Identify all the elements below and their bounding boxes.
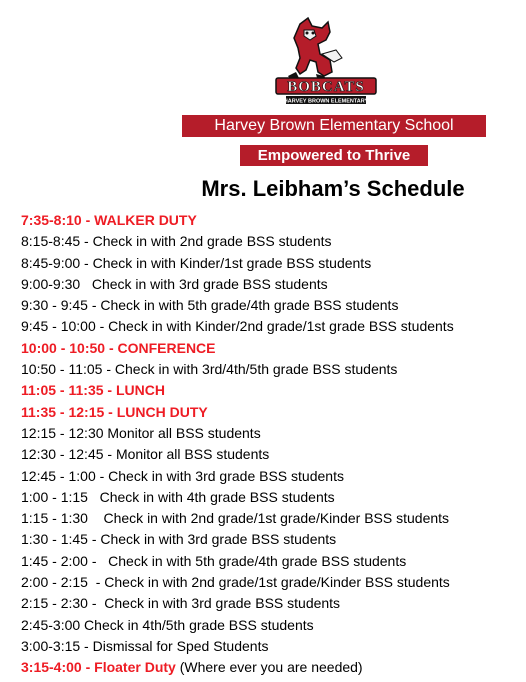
schedule-entry-text: 9:45 - 10:00 - Check in with Kinder/2nd grade/1st grade BSS students: [21, 318, 454, 335]
schedule-entry-text: 3:15-4:00 - Floater Duty: [21, 659, 176, 676]
schedule-entry-text: 10:00 - 10:50 - CONFERENCE: [21, 339, 216, 356]
schedule-row: [21, 295, 521, 316]
schedule-entry-text: 3:00-3:15 - Dismissal for Sped Students: [21, 637, 269, 654]
schedule-row: [21, 423, 521, 444]
schedule-row: [21, 466, 521, 487]
schedule-entry-text: 10:50 - 11:05 - Check in with 3rd/4th/5th grade BSS students: [21, 361, 398, 378]
schedule-row: [21, 359, 521, 380]
schedule-row: [21, 274, 521, 295]
schedule-row: [21, 253, 521, 274]
school-name-banner: Harvey Brown Elementary School: [182, 115, 486, 137]
bobcats-logo: [270, 14, 382, 106]
schedule-entry-text: 11:35 - 12:15 - LUNCH DUTY: [21, 403, 208, 420]
page-title: Mrs. Leibham’s Schedule: [201, 176, 465, 201]
logo-subtext: HARVEY BROWN ELEMENTARY: [283, 98, 369, 105]
schedule-entry-text: 2:45-3:00 Check in 4th/5th grade BSS students: [21, 616, 314, 633]
schedule-row: [21, 593, 521, 614]
schedule-entry-text: 1:30 - 1:45 - Check in with 3rd grade BSS students: [21, 531, 337, 548]
schedule-row: [21, 615, 521, 636]
schedule-entry-text: 1:00 - 1:15 Check in with 4th grade BSS students: [21, 488, 335, 505]
schedule-entry-text: 2:00 - 2:15 - Check in with 2nd grade/1st grade/Kinder BSS students: [21, 574, 450, 591]
schedule-entry-text: 9:00-9:30 Check in with 3rd grade BSS students: [21, 275, 328, 292]
tagline-banner: Empowered to Thrive: [240, 145, 428, 166]
schedule-entry-text: 7:35-8:10 - WALKER DUTY: [21, 212, 197, 228]
schedule-duty-row: [21, 402, 521, 423]
schedule-duty-row: [21, 380, 521, 401]
schedule-entry-note: (Where ever you are needed): [175, 659, 363, 676]
schedule-entry-text: 8:15-8:45 - Check in with 2nd grade BSS students: [21, 233, 332, 250]
schedule-duty-row: [21, 657, 521, 678]
schedule-row: [21, 551, 521, 572]
schedule-entry-text: 11:05 - 11:35 - LUNCH: [21, 382, 165, 399]
schedule-entry-text: 8:45-9:00 - Check in with Kinder/1st grade BSS students: [21, 254, 372, 271]
schedule-list: [21, 210, 521, 679]
schedule-duty-row: [21, 210, 521, 231]
schedule-row: [21, 444, 521, 465]
schedule-entry-text: 12:15 - 12:30 Monitor all BSS students: [21, 424, 261, 441]
schedule-row: [21, 316, 521, 337]
schedule-row: [21, 231, 521, 252]
schedule-entry-text: 1:45 - 2:00 - Check in with 5th grade/4th grade BSS students: [21, 552, 407, 569]
schedule-row: [21, 529, 521, 550]
schedule-entry-text: 12:30 - 12:45 - Monitor all BSS students: [21, 446, 270, 463]
schedule-row: [21, 508, 521, 529]
schedule-duty-row: [21, 338, 521, 359]
schedule-row: [21, 487, 521, 508]
logo-wordmark: BOBCATS: [287, 79, 365, 95]
schedule-row: [21, 636, 521, 657]
schedule-entry-text: 1:15 - 1:30 Check in with 2nd grade/1st grade/Kinder BSS students: [21, 510, 450, 527]
schedule-entry-text: 12:45 - 1:00 - Check in with 3rd grade BSS students: [21, 467, 344, 484]
bobcat-mascot-icon: [288, 18, 342, 82]
schedule-row: [21, 572, 521, 593]
schedule-entry-text: 9:30 - 9:45 - Check in with 5th grade/4th grade BSS students: [21, 297, 399, 314]
schedule-entry-text: 2:15 - 2:30 - Check in with 3rd grade BSS students: [21, 595, 341, 612]
